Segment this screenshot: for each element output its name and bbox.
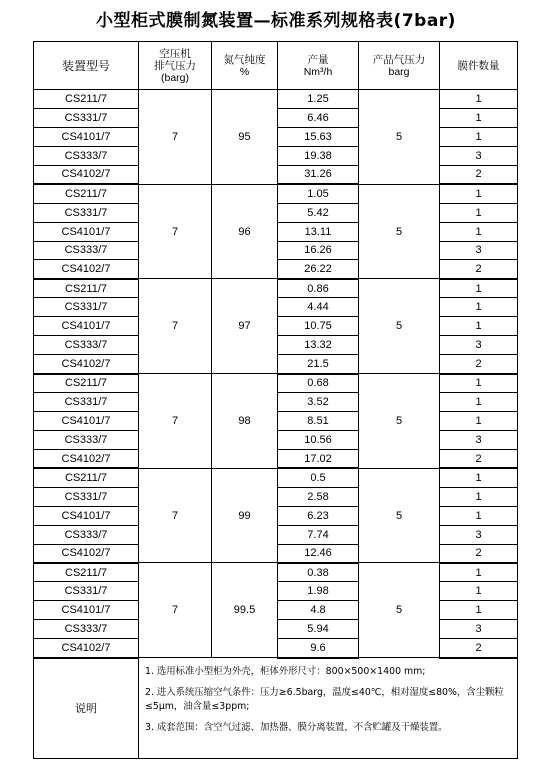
purity-cell: 99.5 [212, 563, 278, 658]
membrane-count-cell: 1 [440, 506, 518, 525]
output-pressure-cell: 5 [359, 374, 440, 469]
header-purity [212, 42, 278, 90]
model-cell: CS4102/7 [34, 355, 139, 374]
model-cell: CS333/7 [34, 620, 139, 639]
header-row [34, 42, 518, 90]
header-compressor-pressure-line1: 空压机 [159, 47, 191, 60]
flow-cell: 12.46 [278, 544, 359, 563]
flow-cell: 31.26 [278, 165, 359, 184]
model-cell: CS4101/7 [34, 222, 139, 241]
flow-cell: 5.42 [278, 203, 359, 222]
membrane-count-cell: 1 [440, 90, 518, 109]
membrane-count-cell: 1 [440, 374, 518, 393]
table-row [34, 374, 518, 393]
spec-table [33, 41, 518, 759]
membrane-count-cell: 2 [440, 165, 518, 184]
membrane-count-cell: 1 [440, 298, 518, 317]
model-cell: CS211/7 [34, 468, 139, 487]
note-item: 3. 成套范围：含空气过滤、加热器、膜分离装置，不含贮罐及干燥装置。 [145, 721, 448, 733]
flow-cell: 21.5 [278, 355, 359, 374]
flow-cell: 0.68 [278, 374, 359, 393]
header-membrane-count: 膜件数量 [440, 42, 518, 90]
model-cell: CS4101/7 [34, 506, 139, 525]
header-flow [278, 42, 359, 90]
membrane-count-cell: 1 [440, 601, 518, 620]
model-cell: CS331/7 [34, 487, 139, 506]
model-cell: CS4102/7 [34, 165, 139, 184]
table-row [34, 90, 518, 109]
model-cell: CS4102/7 [34, 449, 139, 468]
flow-cell: 4.8 [278, 601, 359, 620]
membrane-count-cell: 1 [440, 279, 518, 298]
flow-cell: 15.63 [278, 127, 359, 146]
header-model: 装置型号 [34, 42, 139, 90]
purity-cell: 97 [212, 279, 278, 374]
membrane-count-cell: 3 [440, 620, 518, 639]
membrane-count-cell: 1 [440, 468, 518, 487]
header-compressor-pressure [139, 42, 212, 90]
compressor-pressure-cell: 7 [139, 90, 212, 185]
model-cell: CS4101/7 [34, 601, 139, 620]
membrane-count-cell: 2 [440, 639, 518, 658]
header-compressor-pressure-line2: 排气压力 [154, 59, 196, 72]
model-cell: CS333/7 [34, 146, 139, 165]
table-row [34, 563, 518, 582]
flow-cell: 1.05 [278, 184, 359, 203]
model-cell: CS333/7 [34, 241, 139, 260]
flow-cell: 0.5 [278, 468, 359, 487]
model-cell: CS333/7 [34, 336, 139, 355]
header-output-pressure [359, 42, 440, 90]
flow-cell: 6.46 [278, 108, 359, 127]
flow-cell: 1.98 [278, 582, 359, 601]
table-row [34, 184, 518, 203]
model-cell: CS211/7 [34, 184, 139, 203]
flow-cell: 7.74 [278, 525, 359, 544]
membrane-count-cell: 1 [440, 222, 518, 241]
membrane-count-cell: 1 [440, 487, 518, 506]
page-title: 小型柜式膜制氮装置—标准系列规格表(7bar) [96, 11, 456, 31]
model-cell: CS331/7 [34, 203, 139, 222]
membrane-count-cell: 1 [440, 203, 518, 222]
flow-cell: 3.52 [278, 393, 359, 412]
membrane-count-cell: 1 [440, 127, 518, 146]
flow-cell: 0.38 [278, 563, 359, 582]
header-purity-line1: 氮气纯度 [223, 53, 266, 66]
spec-table-body [34, 90, 518, 658]
flow-cell: 0.86 [278, 279, 359, 298]
header-output-pressure-line2: barg [388, 65, 410, 78]
model-cell: CS211/7 [34, 563, 139, 582]
flow-cell: 2.58 [278, 487, 359, 506]
purity-cell: 99 [212, 468, 278, 563]
model-cell: CS331/7 [34, 108, 139, 127]
output-pressure-cell: 5 [359, 468, 440, 563]
flow-cell: 19.38 [278, 146, 359, 165]
compressor-pressure-cell: 7 [139, 374, 212, 469]
membrane-count-cell: 3 [440, 525, 518, 544]
compressor-pressure-cell: 7 [139, 563, 212, 658]
membrane-count-cell: 1 [440, 317, 518, 336]
model-cell: CS211/7 [34, 90, 139, 109]
output-pressure-cell: 5 [359, 90, 440, 185]
flow-cell: 26.22 [278, 260, 359, 279]
membrane-count-cell: 1 [440, 108, 518, 127]
model-cell: CS211/7 [34, 374, 139, 393]
output-pressure-cell: 5 [359, 184, 440, 279]
model-cell: CS211/7 [34, 279, 139, 298]
table-row [34, 279, 518, 298]
note-item: 1. 选用标准小型柜为外壳，柜体外形尺寸：800×500×1400 mm; [145, 665, 426, 677]
model-cell: CS331/7 [34, 582, 139, 601]
purity-cell: 95 [212, 90, 278, 185]
model-cell: CS4102/7 [34, 260, 139, 279]
flow-cell: 5.94 [278, 620, 359, 639]
flow-cell: 8.51 [278, 411, 359, 430]
model-cell: CS333/7 [34, 525, 139, 544]
model-cell: CS333/7 [34, 430, 139, 449]
table-row [34, 468, 518, 487]
compressor-pressure-cell: 7 [139, 468, 212, 563]
flow-cell: 10.75 [278, 317, 359, 336]
model-cell: CS4101/7 [34, 411, 139, 430]
membrane-count-cell: 3 [440, 146, 518, 165]
header-flow-line2: Nm³/h [303, 65, 333, 78]
membrane-count-cell: 3 [440, 241, 518, 260]
model-cell: CS331/7 [34, 393, 139, 412]
note-item: 2. 进入系统压缩空气条件：压力≥6.5barg，温度≤40℃，相对湿度≤80%，含尘颗粒≤5μm，油含量≤3ppm; [145, 686, 504, 712]
purity-cell: 98 [212, 374, 278, 469]
membrane-count-cell: 1 [440, 393, 518, 412]
flow-cell: 10.56 [278, 430, 359, 449]
membrane-count-cell: 1 [440, 411, 518, 430]
header-compressor-pressure-line3: (barg) [160, 71, 189, 84]
membrane-count-cell: 2 [440, 260, 518, 279]
header-output-pressure-line1: 产品气压力 [372, 53, 426, 66]
membrane-count-cell: 2 [440, 355, 518, 374]
model-cell: CS4102/7 [34, 639, 139, 658]
output-pressure-cell: 5 [359, 563, 440, 658]
flow-cell: 9.6 [278, 639, 359, 658]
compressor-pressure-cell: 7 [139, 279, 212, 374]
header-purity-line2: % [239, 65, 250, 78]
compressor-pressure-cell: 7 [139, 184, 212, 279]
notes-row [34, 658, 518, 759]
header-flow-line1: 产量 [307, 53, 329, 66]
flow-cell: 1.25 [278, 90, 359, 109]
flow-cell: 13.32 [278, 336, 359, 355]
flow-cell: 4.44 [278, 298, 359, 317]
flow-cell: 13.11 [278, 222, 359, 241]
flow-cell: 16.26 [278, 241, 359, 260]
model-cell: CS331/7 [34, 298, 139, 317]
flow-cell: 6.23 [278, 506, 359, 525]
membrane-count-cell: 1 [440, 582, 518, 601]
notes-label: 说明 [34, 658, 139, 759]
membrane-count-cell: 2 [440, 544, 518, 563]
membrane-count-cell: 2 [440, 449, 518, 468]
membrane-count-cell: 3 [440, 336, 518, 355]
model-cell: CS4101/7 [34, 317, 139, 336]
model-cell: CS4102/7 [34, 544, 139, 563]
notes-content [139, 658, 518, 759]
membrane-count-cell: 1 [440, 184, 518, 203]
flow-cell: 17.02 [278, 449, 359, 468]
model-cell: CS4101/7 [34, 127, 139, 146]
membrane-count-cell: 1 [440, 563, 518, 582]
purity-cell: 96 [212, 184, 278, 279]
output-pressure-cell: 5 [359, 279, 440, 374]
membrane-count-cell: 3 [440, 430, 518, 449]
